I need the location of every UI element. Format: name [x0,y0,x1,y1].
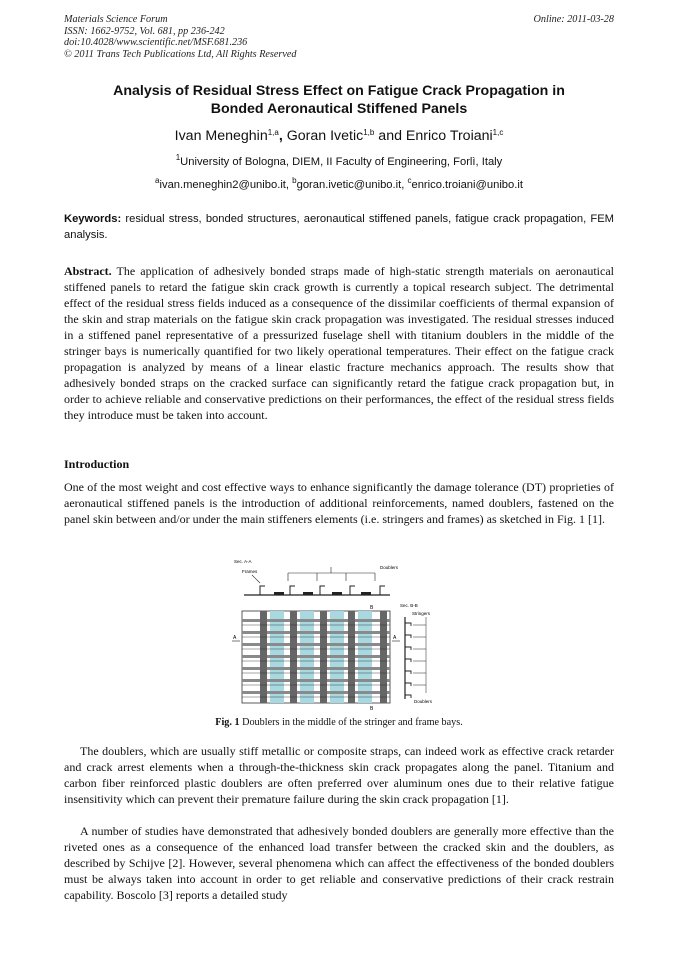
journal-header [64,14,297,60]
fig-panel-plan [242,611,390,703]
fig-label-b-top: B [370,605,374,611]
fig-doubler-profiles [274,592,371,595]
email-sup: a [155,176,160,185]
header-doi: doi:10.4028/www.scientific.net/MSF.681.236 [64,37,248,49]
author-name: Enrico Troiani [405,128,493,144]
author-separator: and [374,128,406,144]
intro-paragraph-2: The doublers, which are usually stiff metallic or composite straps, can indeed work as effective crack retarder and crack arrest elements when a through-the-thickness skin crack propagates along the panel. Titanium and carbon fiber reinforced plastic doublers are often preferred over aluminum ones due to their relative fatigue insensitivity which can prevent their premature failure during the skin crack propagation [1]. [64,744,614,806]
fig-label-a-right: A [393,635,397,641]
author-name: Ivan Meneghin [174,128,268,144]
title-line-2: Bonded Aeronautical Stiffened Panels [210,101,468,117]
fig-label-a-left: A [233,635,237,641]
abstract [64,263,614,423]
fig-label-b-bottom: B [370,706,374,711]
fig-label-doublers: Doublers [380,565,399,570]
email-sup: c [407,176,412,185]
author-sup: 1,c [492,128,504,137]
abstract-label: Abstract. [64,264,112,278]
author-list [64,127,614,145]
author-sup: 1,b [363,128,375,137]
header-journal-name: Materials Science Forum [64,14,168,25]
keywords-text: residual stress, bonded structures, aeronautical stiffened panels, fatigue crack propagation, FEM analysis. [64,213,614,241]
author-separator: , [278,128,287,144]
fig-stringer-profiles [405,623,411,698]
header-copyright: © 2011 Trans Tech Publications Ltd, All Rights Reserved [64,48,297,60]
fig-label-sec-bb: Sec. B-B [400,603,418,608]
affiliation-text: University of Bologna, DIEM, II Faculty of Engineering, Forlì, Italy [180,156,503,168]
email-address[interactable]: ivan.meneghin2@unibo.it [159,179,286,191]
paper-title [64,82,614,118]
caption-text: Doublers in the middle of the stringer and frame bays. [239,717,463,728]
figure-1-caption [64,717,614,728]
abstract-text: The application of adhesively bonded straps made of high-static strength materials on aeronautical stiffened panels to retard the fatigue skin crack growth is currently a topical research subject. The detrimental effect of the residual stress fields induced as a consequence of the dissimilar coefficients of thermal expansion of the skin and strap materials on the fatigue skin crack propagation was investigated. The residual stresses induced in a stiffened panel representative of a pressurized fuselage shell with titanium doublers in the middle of the stringer bays is numerically quantified for two likely operational temperatures. Their effect on the fatigue crack propagation is analyzed by means of a linear elastic fracture mechanics approach. The results show that adhesively bonded straps on the cracked surface can significantly retard the fatigue crack propagation but, in order to achieve reliable and conservative predictions on their performances, the effect of the residual stress fields they introduce must be taken into account. [64,264,614,422]
header-issn: ISSN: 1662-9752, Vol. 681, pp 236-242 [64,25,225,37]
keywords-label: Keywords: [64,213,122,225]
email-list: $^a$ivan.meneghin2@unibo.it, $^b$goran.ivetic@unibo.it, $^c$enrico.troiani@unibo.it [155,176,523,191]
fig-label-sec-aa: Sec. A-A [234,559,252,564]
figure-1-sketch [230,553,450,711]
affiliation [64,155,614,169]
section-heading-introduction: Introduction [64,457,130,471]
fig-doubler-pointers [252,567,375,583]
affiliation-sup: 1 [175,153,181,162]
title-line-1: Analysis of Residual Stress Effect on Fatigue Crack Propagation in [113,83,565,99]
fig-stringer-pointers [413,617,426,693]
fig-label-frames: Frames [242,569,258,574]
intro-paragraph-3: A number of studies have demonstrated that adhesively bonded doublers are generally more effective than the riveted ones as a consequence of the enhanced load transfer between the cracked skin and the doublers, as described by Schijve [2]. However, several phenomena which can affect the effectiveness of the bonded doublers must be always taken into account in order to get reliable and conservative predictions of their crack restrain capability. Boscolo [3] reports a detailed study [64,824,614,902]
keywords [64,211,614,243]
email-sup: b [292,176,297,185]
email-address[interactable]: goran.ivetic@unibo.it [296,179,402,191]
intro-paragraph-1: One of the most weight and cost effective ways to enhance significantly the damage tolerance (DT) proprieties of aeronautical stiffened panels is the introduction of additional reinforcements, named doublers, fastened on the panel skin between and/or under the main stiffeners elements (i.e. stringers and frames) as sketched in Fig. 1 [1]. [64,480,614,526]
author-name: Goran Ivetic [286,128,364,144]
fig-label-doublers-bb: Doublers [414,699,433,704]
author-sup: 1,a [267,128,279,137]
header-online-date: Online: 2011-03-28 [533,14,614,25]
caption-label: Fig. 1 [215,717,240,728]
email-address[interactable]: enrico.troiani@unibo.it [411,179,523,191]
fig-label-stringers: Stringers [412,611,431,616]
